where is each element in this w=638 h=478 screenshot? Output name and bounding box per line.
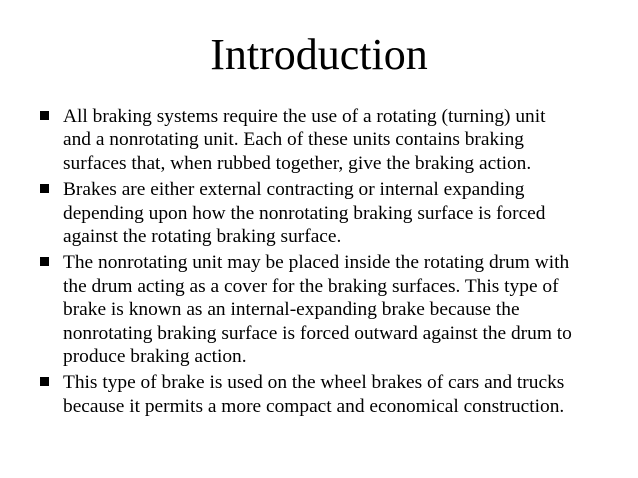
bullet-line: the drum acting as a cover for the braking surfaces. This type of xyxy=(63,275,559,297)
bullet-line: Brakes are either external contracting or internal expanding xyxy=(63,179,525,201)
bullet-line: The nonrotating unit may be placed inside the rotating drum with xyxy=(63,252,570,274)
bullet-line: produce braking action. xyxy=(63,346,247,368)
bullet-line: All braking systems require the use of a rotating (turning) unit xyxy=(63,106,546,127)
bullet-line: surfaces that, when rubbed together, give the braking action. xyxy=(63,152,532,174)
bullet-item xyxy=(40,251,620,368)
bullet-line: because it permits a more compact and economical construction. xyxy=(63,395,565,417)
square-bullet-icon xyxy=(40,377,49,386)
square-bullet-icon xyxy=(40,257,49,266)
bullet-item xyxy=(40,178,620,248)
bullet-item xyxy=(40,371,620,418)
bullet-line: depending upon how the nonrotating braking surface is forced xyxy=(63,202,546,224)
bullet-line: against the rotating braking surface. xyxy=(63,226,342,248)
bullet-list xyxy=(40,105,620,421)
slide-title: Introduction xyxy=(210,30,428,79)
bullet-line: nonrotating braking surface is forced outward against the drum to xyxy=(63,322,572,344)
bullet-line: brake is known as an internal-expanding brake because the xyxy=(63,299,520,321)
square-bullet-icon xyxy=(40,111,49,120)
square-bullet-icon xyxy=(40,184,49,193)
bullet-line: This type of brake is used on the wheel brakes of cars and trucks xyxy=(63,372,565,394)
bullet-line: and a nonrotating unit. Each of these units contains braking xyxy=(63,129,524,151)
bullet-item xyxy=(40,105,620,175)
